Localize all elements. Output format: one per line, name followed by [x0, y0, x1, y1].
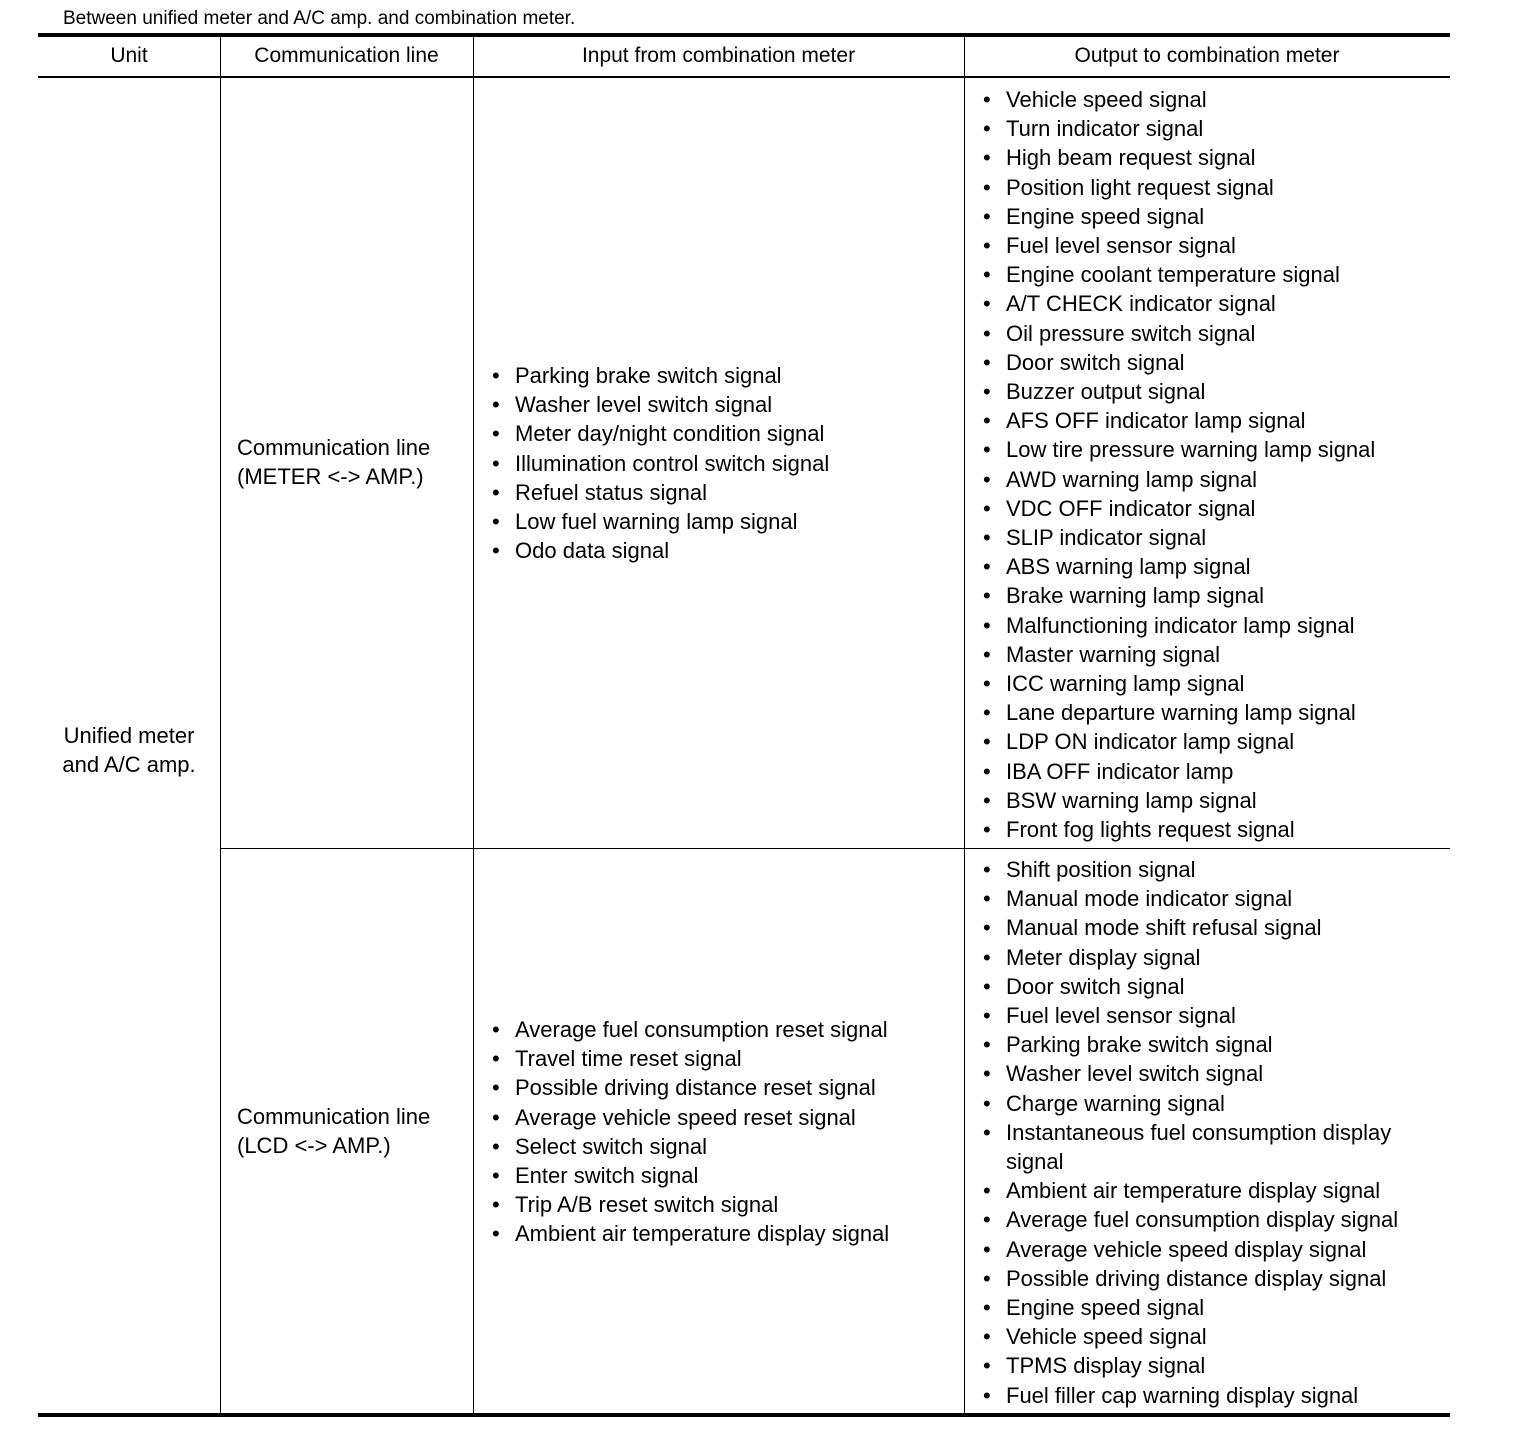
input-signal-item: • Possible driving distance reset signal [489, 1073, 889, 1102]
input-signal-item: • Refuel status signal [489, 478, 829, 507]
output-signal-item: • Oil pressure switch signal [980, 319, 1375, 348]
output-signal-item: • Fuel filler cap warning display signal [980, 1381, 1440, 1410]
output-signal-item: • Fuel level sensor signal [980, 231, 1375, 260]
output-signal-item: • SLIP indicator signal [980, 523, 1375, 552]
output-signal-item: • Parking brake switch signal [980, 1030, 1440, 1059]
output-signal-item: • Meter display signal [980, 943, 1440, 972]
output-signal-item: • Average fuel consumption display signal [980, 1205, 1440, 1234]
output-signal-item: • Average vehicle speed display signal [980, 1235, 1440, 1264]
output-signal-item: • Vehicle speed signal [980, 1322, 1440, 1351]
table-caption: Between unified meter and A/C amp. and combination meter. [63, 8, 576, 29]
output-signal-item: • Brake warning lamp signal [980, 581, 1375, 610]
output-signal-list [980, 855, 1440, 1410]
input-signal-list [489, 1015, 889, 1249]
header-input: Input from combination meter [581, 44, 856, 67]
unit-cell [38, 78, 220, 1417]
output-signal-item: • Fuel level sensor signal [980, 1001, 1440, 1030]
signal-table [38, 33, 1450, 1417]
output-signal-item: • Buzzer output signal [980, 377, 1375, 406]
input-signal-list [489, 361, 829, 565]
output-signal-item: • Position light request signal [980, 173, 1375, 202]
output-signal-item: • AWD warning lamp signal [980, 465, 1375, 494]
table-header [38, 37, 1450, 78]
comm-line-label: Communication line [237, 435, 431, 460]
output-signal-item: • Vehicle speed signal [980, 85, 1375, 114]
output-signal-item: • Lane departure warning lamp signal [980, 698, 1375, 727]
column-divider [964, 37, 965, 1417]
input-signal-item: • Illumination control switch signal [489, 449, 829, 478]
input-signal-item: • Odo data signal [489, 536, 829, 565]
header-unit: Unit [110, 44, 148, 67]
header-output: Output to combination meter [1074, 44, 1340, 67]
comm-line-label: Communication line [237, 1104, 431, 1129]
comm-line-endpoints: (METER <-> AMP.) [237, 464, 424, 489]
header-communication-line: Communication line [254, 44, 439, 67]
unit-name-line1: Unified meter [63, 722, 195, 748]
output-signal-item: • TPMS display signal [980, 1351, 1440, 1380]
output-signal-item: • Door switch signal [980, 348, 1375, 377]
input-signal-item: • Ambient air temperature display signal [489, 1219, 889, 1248]
output-signal-item: • Instantaneous fuel consumption display signal [980, 1118, 1440, 1176]
output-signal-list [980, 85, 1375, 844]
column-divider [473, 37, 474, 1417]
output-signal-item: • Engine speed signal [980, 202, 1375, 231]
unit-name-line2: and A/C amp. [62, 751, 196, 777]
output-signal-item: • VDC OFF indicator signal [980, 494, 1375, 523]
input-signal-item: • Average vehicle speed reset signal [489, 1103, 889, 1132]
input-signal-item: • Travel time reset signal [489, 1044, 889, 1073]
input-signal-item: • Average fuel consumption reset signal [489, 1015, 889, 1044]
output-signal-item: • Door switch signal [980, 972, 1440, 1001]
output-signal-item: • Malfunctioning indicator lamp signal [980, 611, 1375, 640]
output-signal-item: • Front fog lights request signal [980, 815, 1375, 844]
output-signal-item: • ICC warning lamp signal [980, 669, 1375, 698]
comm-line-endpoints: (LCD <-> AMP.) [237, 1133, 391, 1158]
input-signal-item: • Meter day/night condition signal [489, 419, 829, 448]
input-signal-item: • Select switch signal [489, 1132, 889, 1161]
output-signal-item: • Ambient air temperature display signal [980, 1176, 1440, 1205]
output-signal-item: • Engine speed signal [980, 1293, 1440, 1322]
output-signal-item: • AFS OFF indicator lamp signal [980, 406, 1375, 435]
output-signal-item: • A/T CHECK indicator signal [980, 289, 1375, 318]
input-signal-item: • Parking brake switch signal [489, 361, 829, 390]
output-signal-item: • Low tire pressure warning lamp signal [980, 435, 1375, 464]
column-divider [220, 37, 221, 1417]
output-signal-item: • High beam request signal [980, 143, 1375, 172]
output-signal-item: • LDP ON indicator lamp signal [980, 727, 1375, 756]
output-signal-item: • Master warning signal [980, 640, 1375, 669]
output-signal-item: • IBA OFF indicator lamp [980, 757, 1375, 786]
output-signal-item: • Shift position signal [980, 855, 1440, 884]
output-signal-item: • Washer level switch signal [980, 1059, 1440, 1088]
input-signal-item: • Enter switch signal [489, 1161, 889, 1190]
input-signal-item: • Trip A/B reset switch signal [489, 1190, 889, 1219]
output-signal-item: • Possible driving distance display signal [980, 1264, 1440, 1293]
output-signal-item: • Charge warning signal [980, 1089, 1440, 1118]
output-signal-item: • BSW warning lamp signal [980, 786, 1375, 815]
output-signal-item: • Engine coolant temperature signal [980, 260, 1375, 289]
output-signal-item: • Manual mode shift refusal signal [980, 913, 1440, 942]
output-signal-item: • Turn indicator signal [980, 114, 1375, 143]
comm-line-cell [237, 433, 430, 491]
output-signal-item: • ABS warning lamp signal [980, 552, 1375, 581]
comm-line-cell [237, 1102, 430, 1160]
row-divider [220, 848, 1450, 849]
input-signal-item: • Low fuel warning lamp signal [489, 507, 829, 536]
input-signal-item: • Washer level switch signal [489, 390, 829, 419]
output-signal-item: • Manual mode indicator signal [980, 884, 1440, 913]
